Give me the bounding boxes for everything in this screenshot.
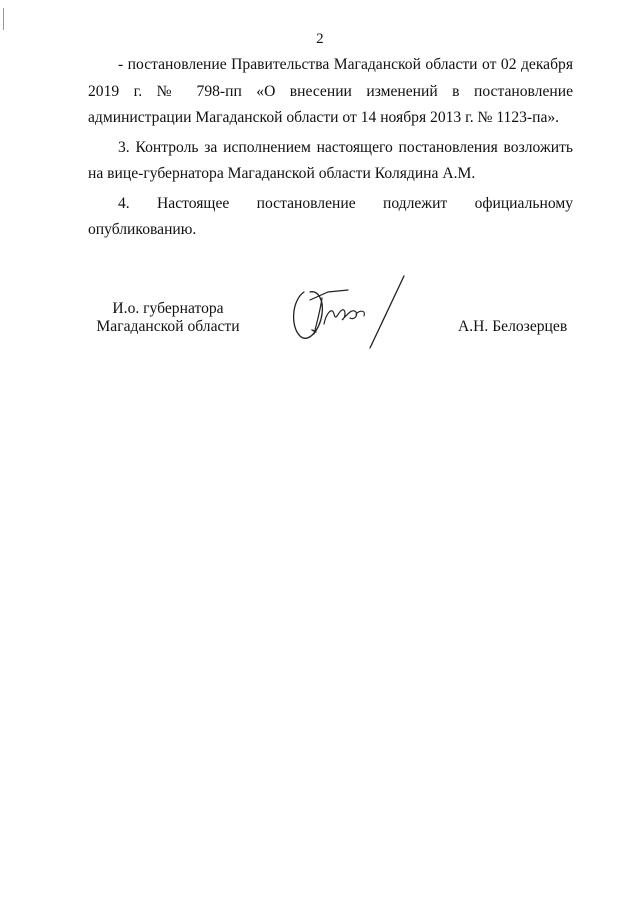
signatory-position (88, 300, 248, 336)
signatory-name: А.Н. Белозерцев (458, 318, 568, 335)
paragraph-3: 3. Контроль за исполнением настоящего постановления возложить на вице-губернатора Магаданской области Колядина А.М. (88, 138, 573, 182)
signatory-position-line1: И.о. губернатора (112, 300, 224, 317)
scan-edge-mark (3, 8, 4, 30)
paragraph-1: - постановление Правительства Магаданской области от 02 декабря 2019 г. № 798-пп «О внесении изменений в постановление администрации Магаданской области от 14 ноября 2013 г. № 1123-па». (88, 56, 573, 126)
document-body (88, 52, 573, 247)
paragraph-4: 4. Настоящее постановление подлежит официальному опубликованию. (88, 194, 573, 238)
page-number: 2 (316, 31, 324, 47)
handwritten-signature (286, 270, 416, 352)
signatory-position-line2: Магаданской области (96, 318, 240, 335)
